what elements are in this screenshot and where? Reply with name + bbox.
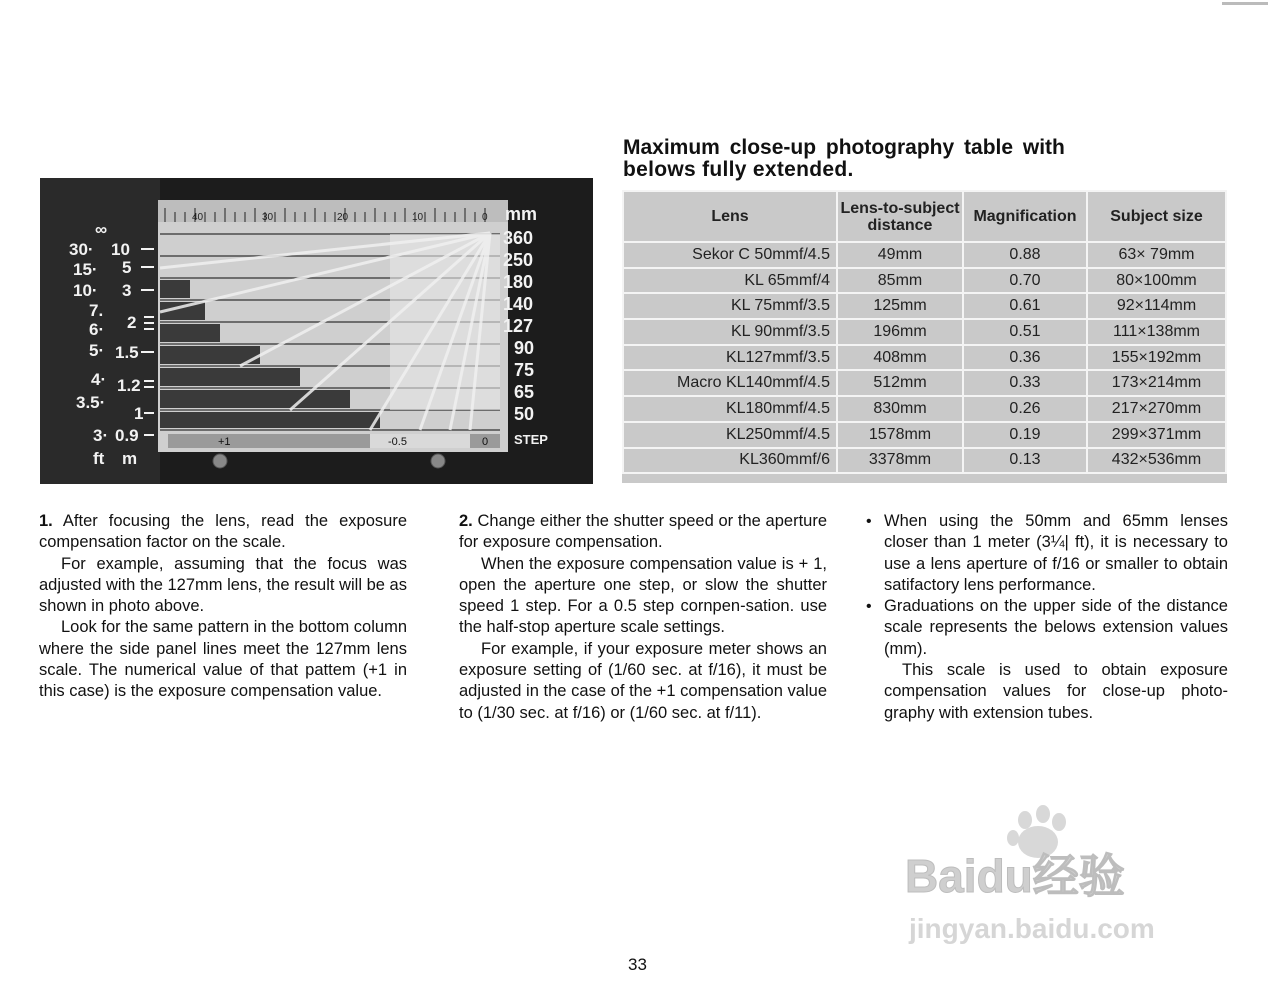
mm-value: 75 [514,360,535,380]
ft-label: ∞ [95,220,108,239]
table-row [623,396,1226,422]
close-up-table [622,190,1227,474]
cell-magnification: 0.51 [963,319,1087,345]
m-label: 1 [134,404,144,423]
cell-subject-size: 432×536mm [1087,448,1226,474]
page-number: 33 [628,955,647,974]
instructions-column-2 [459,511,827,724]
mm-label: mm [505,204,538,224]
cell-distance: 408mm [837,345,963,371]
step-2-text: Change either the shutter speed or the aperture for exposure compensation. [459,512,828,552]
table-row [623,448,1226,474]
step-zero-label: 0 [482,436,489,448]
step-1-paragraph [39,511,407,554]
cell-subject-size: 63× 79mm [1087,242,1226,268]
table-heading [623,136,1093,182]
cell-lens: KL180mmf/4.5 [623,396,837,422]
unit-ft: ft [93,449,105,468]
step-1-number: 1. [39,512,53,530]
cell-distance: 3378mm [837,448,963,474]
header-magnification: Magnification [963,191,1087,242]
unit-m: m [122,449,138,468]
ft-label: 10· [73,281,98,300]
table-row [623,268,1226,294]
cell-subject-size: 155×192mm [1087,345,1226,371]
corner-mark [1222,2,1268,5]
cell-subject-size: 111×138mm [1087,319,1226,345]
m-label: 2 [127,313,137,332]
ruler-label-40: 40 [192,212,204,223]
mm-value: 50 [514,404,535,424]
cell-magnification: 0.61 [963,293,1087,319]
mm-value: 65 [514,382,535,402]
table-header-row [623,191,1226,242]
table-row [623,242,1226,268]
step-plus-label: +1 [218,436,231,448]
ruler-label-0: 0 [482,212,488,223]
cell-subject-size: 217×270mm [1087,396,1226,422]
note-extension-tubes: This scale is used to obtain exposure compensation values for close-up photo-graphy with extension tubes. [884,661,1228,722]
cell-distance: 1578mm [837,422,963,448]
table-row [623,293,1226,319]
ft-label: 30· [69,240,94,259]
note-graduations: • Graduations on the upper side of the distance scale represents the belows extension values (mm). [866,596,1228,660]
step-1-text: After focusing the lens, read the exposure compensation factor on the scale. [39,512,407,552]
ruler-label-20: 20 [337,212,349,223]
ft-label: 7. [89,301,104,320]
cell-distance: 85mm [837,268,963,294]
cell-magnification: 0.26 [963,396,1087,422]
cell-lens: Sekor C 50mmf/4.5 [623,242,837,268]
cell-lens: KL 90mmf/3.5 [623,319,837,345]
step-2-example: For example, if your exposure meter shows an exposure setting of (1/60 sec. at f/16), it must be adjusted in the case of the +1 compensation value to (1/30 sec. at f/16) or (1/60 sec. at f/11). [459,639,827,722]
close-up-table-panel [622,190,1227,483]
ft-label: 4· [91,370,107,389]
table-row [623,370,1226,396]
cell-magnification: 0.13 [963,448,1087,474]
cell-distance: 512mm [837,370,963,396]
cell-lens: KL127mmf/3.5 [623,345,837,371]
cell-magnification: 0.33 [963,370,1087,396]
m-label: 3 [122,281,132,300]
step-label: STEP [514,432,548,447]
watermark-brand: Baidu经验 [905,850,1125,902]
ruler-label-30: 30 [262,212,274,223]
step-2-compensation: When the exposure compensation value is + 1, open the aperture one step, or slow the shutter speed 1 step. For a 0.5 step cornpen-sation. use the half-stop aperture scale settings. [459,554,827,637]
watermark-url: jingyan.baidu.com [909,913,1155,944]
ft-label: 5· [89,341,105,360]
m-label: 10 [111,240,130,259]
header-subject-size: Subject size [1087,191,1226,242]
cell-distance: 49mm [837,242,963,268]
mm-value: 360 [503,228,534,248]
focus-scale-photo [40,178,593,484]
cell-lens: KL360mmf/6 [623,448,837,474]
step-2-number: 2. [459,512,473,530]
table-row [623,422,1226,448]
ft-label: 3· [93,426,109,445]
cell-lens: KL250mmf/4.5 [623,422,837,448]
header-lens: Lens [623,191,837,242]
cell-magnification: 0.36 [963,345,1087,371]
cell-magnification: 0.88 [963,242,1087,268]
ft-label: 3.5· [76,393,106,412]
header-distance: Lens-to-subject distance [837,191,963,242]
cell-lens: KL 75mmf/3.5 [623,293,837,319]
cell-subject-size: 80×100mm [1087,268,1226,294]
heading-line-2: belows fully extended. [623,158,854,181]
table-row [623,345,1226,371]
instructions-column-1 [39,511,407,703]
cell-lens: Macro KL140mmf/4.5 [623,370,837,396]
mm-value: 180 [503,272,534,292]
mm-value: 90 [514,338,535,358]
cell-subject-size: 299×371mm [1087,422,1226,448]
ft-label: 6· [89,320,105,339]
step-1-example: For example, assuming that the focus was adjusted with the 127mm lens, the result will be as shown in photo above. [39,554,407,616]
m-label: 1.2 [117,376,141,395]
mm-value: 140 [503,294,534,314]
cell-magnification: 0.19 [963,422,1087,448]
cell-distance: 830mm [837,396,963,422]
cell-distance: 125mm [837,293,963,319]
notes-column [866,511,1228,724]
table-row [623,319,1226,345]
m-label: 5 [122,258,132,277]
step-2-paragraph [459,511,827,554]
cell-subject-size: 173×214mm [1087,370,1226,396]
mm-value: 127 [503,316,534,336]
step-half-label: -0.5 [388,436,407,448]
m-label: 0.9 [115,426,139,445]
cell-subject-size: 92×114mm [1087,293,1226,319]
note-50mm-65mm: • When using the 50mm and 65mm lenses closer than 1 meter (3¼| ft), it is necessary to use a lens aperture of f/16 or smaller to obtain satifactory lens performance. [866,511,1228,596]
cell-lens: KL 65mmf/4 [623,268,837,294]
m-label: 1.5 [115,343,139,362]
step-1-pattern: Look for the same pattern in the bottom column where the side panel lines meet the 127mm lens scale. The numerical value of that pattem (+1 in this case) is the exposure compensation value. [39,618,407,701]
cell-distance: 196mm [837,319,963,345]
heading-line-1: Maximum close-up photography table with [623,136,1065,159]
ruler-label-10: 10 [412,212,424,223]
cell-magnification: 0.70 [963,268,1087,294]
baidu-watermark [905,800,1205,950]
mm-value: 250 [503,250,534,270]
ft-label: 15· [73,260,98,279]
